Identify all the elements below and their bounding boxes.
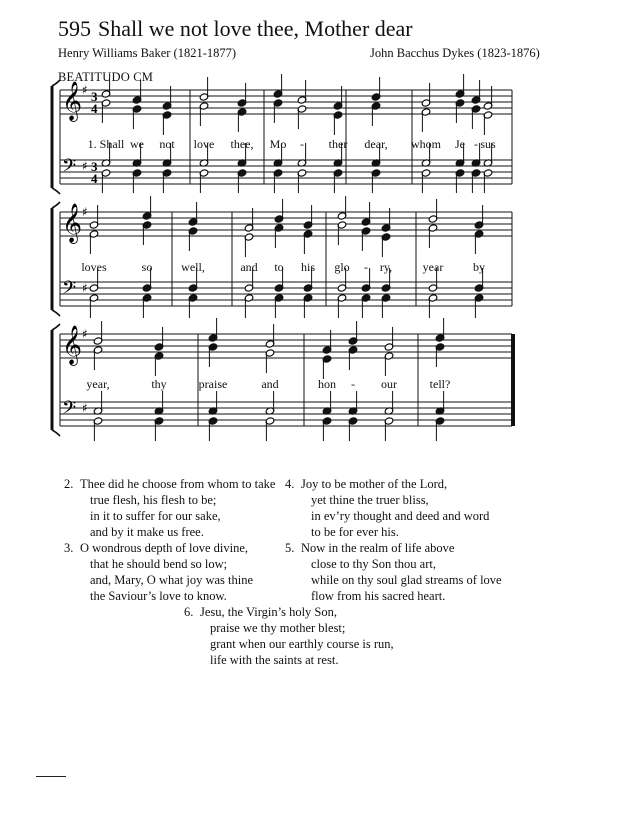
note <box>421 169 431 193</box>
note <box>455 74 465 98</box>
time-signature-top: 3 <box>91 89 98 104</box>
verse-line: and by it make us free. <box>90 525 204 539</box>
note <box>132 80 142 104</box>
note <box>237 108 247 132</box>
note <box>208 318 218 342</box>
verse-line: yet thine the truer bliss, <box>311 493 429 507</box>
verse-2 <box>64 476 276 540</box>
note <box>89 205 99 229</box>
time-signature-top: 3 <box>91 159 98 174</box>
time-signature-bottom: 4 <box>91 171 98 186</box>
lyric-syllable: well, <box>181 260 205 274</box>
hymn-title: Shall we not love thee, Mother dear <box>98 16 413 41</box>
note <box>265 324 275 348</box>
note <box>361 202 371 226</box>
note <box>237 169 247 193</box>
note <box>265 417 275 441</box>
verse-number: 2. <box>64 477 74 491</box>
sharp-icon: ♯ <box>82 327 88 341</box>
note <box>471 80 481 104</box>
note <box>132 169 142 193</box>
verse-line: that he should bend so low; <box>90 557 228 571</box>
treble-clef-icon: 𝄞 <box>62 81 83 121</box>
note <box>471 105 481 129</box>
lyric-syllable: 1. Shall <box>87 137 125 151</box>
verse-line: Jesu, the Virgin’s holy Son, <box>200 605 337 619</box>
verse-line: while on thy soul glad streams of love <box>311 573 502 587</box>
lyric-syllable: sus <box>480 137 496 151</box>
note <box>244 233 254 257</box>
note <box>348 391 358 415</box>
lyric-syllable: tell? <box>429 377 451 391</box>
lyric-syllable: we <box>130 137 144 151</box>
note <box>303 230 313 254</box>
final-barline <box>511 334 515 426</box>
sharp-icon: ♯ <box>82 281 88 295</box>
note <box>297 169 307 193</box>
note <box>428 199 438 223</box>
verse-3 <box>64 540 254 604</box>
note <box>142 221 152 245</box>
verse-line: in it to suffer for our sake, <box>90 509 221 523</box>
note <box>361 227 371 251</box>
lyric-syllable: - <box>474 137 478 151</box>
note <box>93 417 103 441</box>
lyric-syllable: year, <box>86 377 110 391</box>
note <box>208 343 218 367</box>
bass-clef-icon: 𝄢 <box>62 156 77 181</box>
lyric-syllable: ry, <box>379 260 393 274</box>
note <box>93 321 103 345</box>
note <box>384 391 394 415</box>
lyric-syllable: thee, <box>230 137 254 151</box>
note <box>142 196 152 220</box>
note <box>371 77 381 101</box>
note <box>93 391 103 415</box>
lyric-syllable: and <box>240 260 258 274</box>
lyric-syllable: hon <box>318 377 336 391</box>
lyric-syllable: not <box>159 137 175 151</box>
note <box>297 105 307 129</box>
verse-line: flow from his sacred heart. <box>311 589 446 603</box>
note <box>274 199 284 223</box>
note <box>322 391 332 415</box>
lyric-syllable: glo <box>334 260 350 274</box>
verse-line: Now in the realm of life above <box>301 541 455 555</box>
verse-line: life with the saints at rest. <box>210 653 339 667</box>
note <box>89 230 99 254</box>
note <box>208 391 218 415</box>
tune-name: BEATITUDO CM <box>58 70 154 84</box>
lyric-syllable: and <box>261 377 279 391</box>
music-system <box>52 196 512 318</box>
note <box>455 99 465 123</box>
note <box>273 169 283 193</box>
note <box>199 77 209 101</box>
lyric-syllable: - <box>300 137 304 151</box>
lyric-syllable: so <box>141 260 153 274</box>
lyric-syllable: thy <box>151 377 167 391</box>
note <box>474 205 484 229</box>
treble-clef-icon: 𝄞 <box>62 325 83 365</box>
note <box>303 205 313 229</box>
verse-line: praise we thy mother blest; <box>210 621 346 635</box>
note <box>337 196 347 220</box>
note <box>435 391 445 415</box>
author-credit: Henry Williams Baker (1821-1877) <box>58 46 237 60</box>
note <box>162 111 172 135</box>
verse-line: to be for ever his. <box>311 525 399 539</box>
composer-credit: John Bacchus Dykes (1823-1876) <box>370 46 540 60</box>
lyric-syllable: ther <box>328 137 348 151</box>
note <box>421 108 431 132</box>
verse-4 <box>285 476 490 540</box>
note <box>154 327 164 351</box>
note <box>132 105 142 129</box>
note <box>199 169 209 193</box>
verse-5 <box>285 540 502 604</box>
lyric-syllable: his <box>300 260 316 274</box>
lyric-syllable: whom <box>411 137 441 151</box>
bass-clef-icon: 𝄢 <box>62 278 77 303</box>
treble-clef-icon: 𝄞 <box>62 203 83 243</box>
time-signature-bottom: 4 <box>91 101 98 116</box>
note <box>337 221 347 245</box>
verse-line: Thee did he choose from whom to take <box>80 477 276 491</box>
verse-line: true flesh, his flesh to be; <box>90 493 217 507</box>
note <box>348 417 358 441</box>
note <box>371 169 381 193</box>
bass-staff <box>60 402 512 426</box>
note <box>322 417 332 441</box>
note <box>273 74 283 98</box>
note <box>435 318 445 342</box>
sharp-icon: ♯ <box>82 159 88 173</box>
note <box>381 233 391 257</box>
note <box>188 202 198 226</box>
note <box>101 74 111 98</box>
sharp-icon: ♯ <box>82 401 88 415</box>
note <box>162 169 172 193</box>
note <box>384 327 394 351</box>
note <box>154 391 164 415</box>
lyric-syllable: dear, <box>364 137 388 151</box>
note <box>471 169 481 193</box>
note <box>421 83 431 107</box>
note <box>483 111 493 135</box>
lyric-syllable: - <box>351 377 355 391</box>
bass-staff <box>60 282 512 306</box>
notes <box>101 74 496 193</box>
hymn-number: 595 <box>58 16 91 41</box>
lyric-syllable: year <box>422 260 444 274</box>
page-footer-rule <box>36 776 66 777</box>
treble-staff <box>60 212 512 236</box>
music-system <box>52 74 512 194</box>
lyric-syllable: Mo <box>269 137 287 151</box>
lyric-syllable: love <box>193 137 215 151</box>
note <box>265 349 275 373</box>
bass-clef-icon: 𝄢 <box>62 398 77 423</box>
note <box>208 417 218 441</box>
note <box>297 80 307 104</box>
note <box>333 111 343 135</box>
lyric-syllable: to <box>274 260 284 274</box>
lyric-syllable: loves <box>81 260 107 274</box>
lyric-syllable: by <box>473 260 485 274</box>
note <box>273 99 283 123</box>
note <box>237 83 247 107</box>
verse-number: 4. <box>285 477 295 491</box>
note <box>384 417 394 441</box>
lyric-syllable: our <box>381 377 397 391</box>
note <box>188 227 198 251</box>
verse-number: 6. <box>184 605 194 619</box>
note <box>101 99 111 123</box>
lyric-syllable: Je <box>455 137 465 151</box>
verse-line: the Saviour’s love to know. <box>90 589 227 603</box>
sharp-icon: ♯ <box>82 205 88 219</box>
note <box>483 169 493 193</box>
bass-staff <box>60 160 512 184</box>
note <box>474 230 484 254</box>
note <box>322 355 332 379</box>
note <box>435 343 445 367</box>
verse-number: 3. <box>64 541 74 555</box>
verse-number: 5. <box>285 541 295 555</box>
verse-6 <box>184 604 394 668</box>
note <box>435 417 445 441</box>
verse-line: close to thy Son thou art, <box>311 557 436 571</box>
note <box>333 169 343 193</box>
note <box>265 391 275 415</box>
note <box>384 352 394 376</box>
note <box>154 417 164 441</box>
verse-line: O wondrous depth of love divine, <box>80 541 249 555</box>
verse-line: in ev’ry thought and deed and word <box>311 509 490 523</box>
treble-staff <box>60 90 512 114</box>
verse-line: and, Mary, O what joy was thine <box>90 573 254 587</box>
note <box>348 321 358 345</box>
sharp-icon: ♯ <box>82 83 88 97</box>
lyric-syllable: praise <box>198 377 228 391</box>
note <box>154 352 164 376</box>
note <box>455 169 465 193</box>
lyric-syllable: - <box>364 260 368 274</box>
note <box>101 169 111 193</box>
verse-line: grant when our earthly course is run, <box>210 637 394 651</box>
verse-line: Joy to be mother of the Lord, <box>301 477 448 491</box>
